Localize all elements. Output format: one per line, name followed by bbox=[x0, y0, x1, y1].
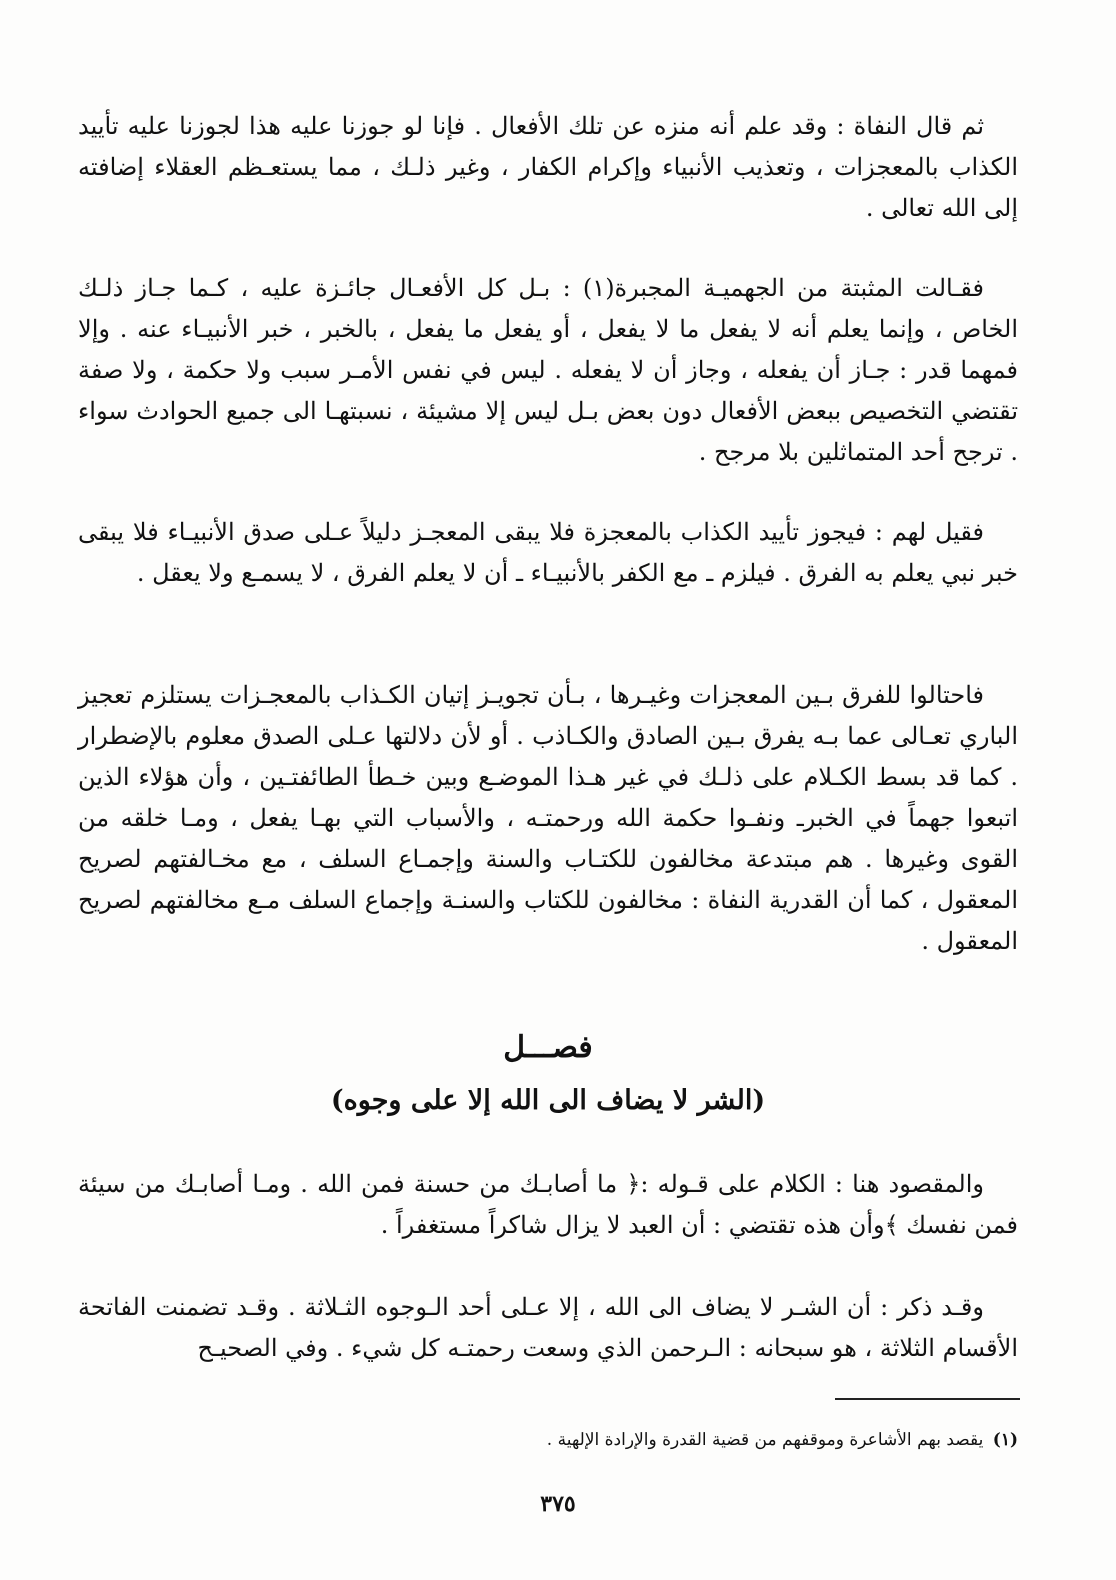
paragraph-text: والمقصود هنا : الكلام على قـوله :﴿ ما أصابـك من حسنة فمن الله . ومـا أصابـك من سيئة فمن نفسك ﴾وأن هذه تقتضي : أن العبد لا يزال شاكراً مستغفراً . bbox=[78, 1170, 1018, 1239]
footnote bbox=[78, 1425, 1018, 1455]
footnote-text: يقصد بهم الأشاعرة وموقفهم من قضية القدرة والإرادة الإلهية . bbox=[546, 1430, 984, 1450]
footnote-divider bbox=[835, 1398, 1020, 1400]
paragraph-text: فقيل لهم : فيجوز تأييد الكذاب بالمعجزة فلا يبقى المعجـز دليلاً عـلى صدق الأنبيـاء فلا يبقى خبر نبي يعلم به الفرق . فيلزم ـ مع الكفر بالأنبيـاء ـ أن لا يعلم الفرق ، لا يسمـع ولا يعقل . bbox=[78, 518, 1018, 587]
paragraph-text: فقـالت المثبتة من الجهميـة المجبرة(١) : بـل كل الأفعـال جائـزة عليه ، كـما جـاز ذلـك الخاص ، وإنما يعلم أنه لا يفعل ما لا يفعل ، أو يفعل ما يفعل ، بالخبر ، خبر الأنبيـاء عنه . وإلا فمهما قدر : جـاز أن يفعله ، وجاز أن لا يفعله . ليس في نفس الأمـر سبب ولا حكمة ، ولا صفة تقتضي التخصيص ببعض الأفعال دون بعض بـل ليس إلا مشيئة ، نسبتهـا الى جميع الحوادث سواء . ترجح أحد المتماثلين بلا مرجح . bbox=[78, 274, 1019, 466]
paragraph-text: ثم قال النفاة : وقد علم أنه منزه عن تلك الأفعال . فإنا لو جوزنا عليه هذا لجوزنا عليه تأييد الكذاب بالمعجزات ، وتعذيب الأنبياء وإكرام الكفار ، وغير ذلـك ، مما يستعـظم العقلاء إضافته إلى الله تعالى . bbox=[78, 112, 1018, 222]
paragraph-text: وقـد ذكر : أن الشـر لا يضاف الى الله ، إلا عـلى أحد الـوجوه الثـلاثة . وقـد تضمنت الفاتحة الأقسام الثلاثة ، هو سبحانه : الـرحمن الذي وسعت رحمتـه كل شيء . وفي الصحيـح bbox=[78, 1293, 1018, 1362]
paragraph bbox=[78, 512, 1018, 594]
section-subtitle: (الشر لا يضاف الى الله إلا على وجوه) bbox=[330, 1085, 766, 1116]
paragraph bbox=[78, 268, 1018, 473]
page-number: ٣٧٥ bbox=[540, 1491, 576, 1517]
paragraph bbox=[78, 1164, 1018, 1246]
paragraph bbox=[78, 675, 1018, 962]
section-title: فصـــل bbox=[503, 1030, 593, 1065]
paragraph bbox=[78, 1287, 1018, 1369]
paragraph bbox=[78, 106, 1018, 229]
paragraph-text: فاحتالوا للفرق بـين المعجزات وغيـرها ، بـأن تجويـز إتيان الكـذاب بالمعجـزات يستلزم تعجيز الباري تعـالى عما بـه يفرق بـين الصادق والكـاذب . أو لأن دلالتها عـلى الصدق معلوم بالإضطرار . كما قد بسط الكـلام على ذلـك في غير هـذا الموضـع وبين خـطأ الطائفتـين ، وأن هؤلاء الذين اتبعوا جهماً في الخبرـ ونفـوا حكمة الله ورحمتـه ، والأسباب التي بهـا يفعل ، ومـا خلقه من القوى وغيرها . هم مبتدعة مخالفون للكتـاب والسنة وإجمـاع السلف ، مع مخـالفتهم لصريح المعقول ، كما أن القدرية النفاة : مخالفون للكتاب والسنـة وإجماع السلف مـع مخالفتهم لصريح المعقول . bbox=[78, 681, 1018, 955]
footnote-number: (١) bbox=[992, 1430, 1018, 1450]
